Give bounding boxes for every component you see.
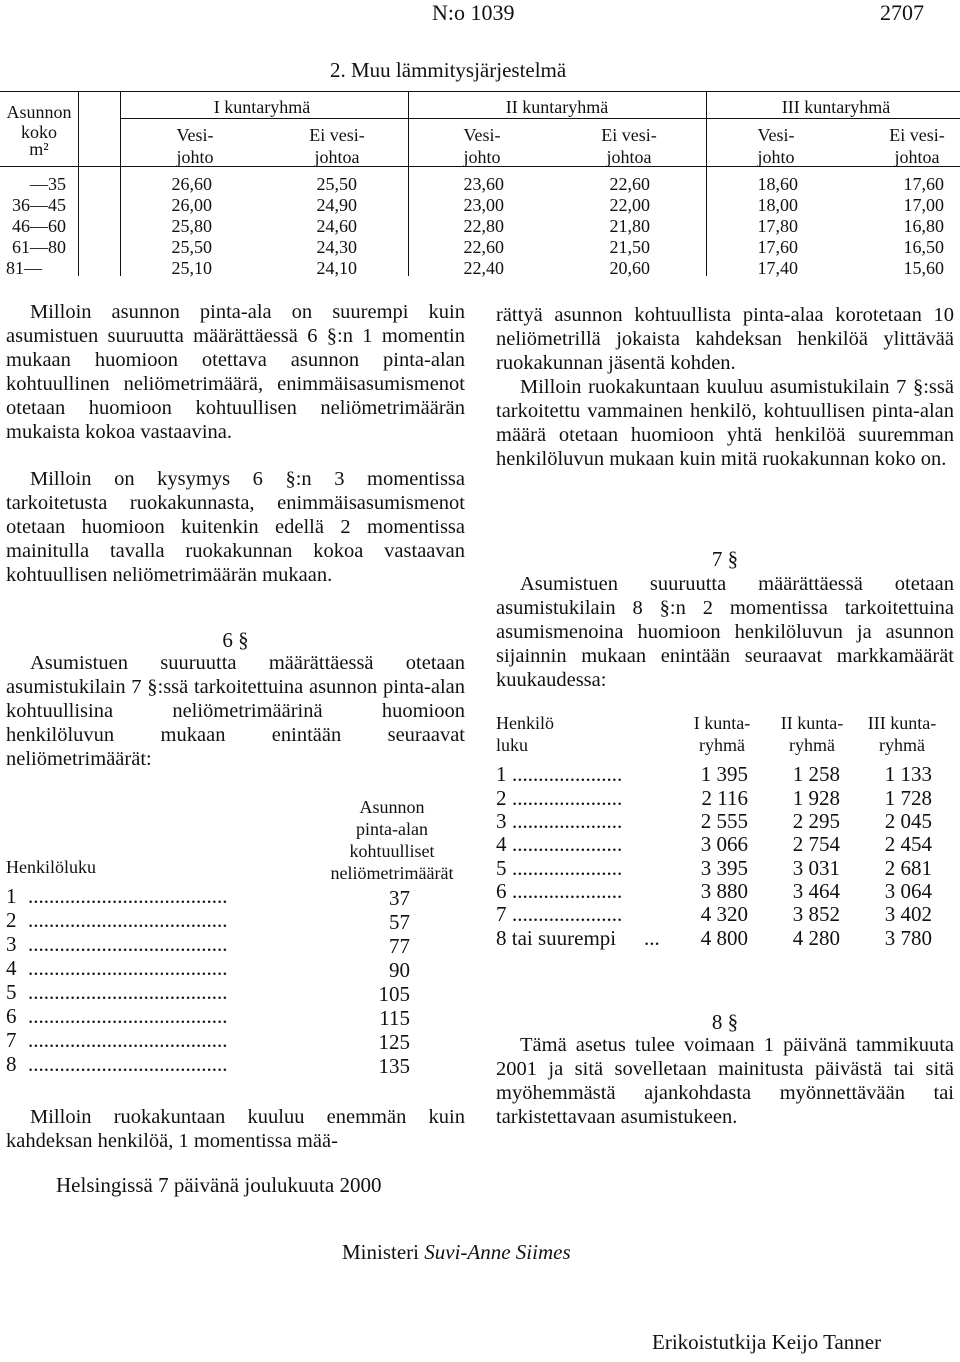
area-header-line: Asunnon (6, 102, 72, 122)
right-paragraph-3: Asumistuen suuruutta määrättäessä otetaan asumistukilain 8 §:n 2 momentissa tarkoitettuina asumismenoina huomioon henkilöluvun ja asunnon sijainnin mukaan enintään seuraavat markkamäärät kuukaudessa: (496, 573, 954, 691)
rent-table-value: 1 728 (884, 786, 932, 810)
table-cell: 17,80 (757, 216, 798, 236)
table-cell: 15,60 (903, 258, 944, 278)
rent-table-value: 3 880 (700, 879, 748, 903)
rent-table-head: II kunta- ryhmä (780, 713, 844, 755)
table-cell: 17,60 (903, 174, 944, 194)
rent-table-value: 2 754 (792, 832, 840, 856)
table-cell: 25,50 (316, 174, 357, 194)
table-divider (408, 91, 409, 276)
table-cell: 16,80 (903, 216, 944, 236)
rent-table-head: III kunta- ryhmä (867, 713, 937, 755)
group-header: III kuntaryhmä (781, 97, 891, 117)
area-table-value: 135 (378, 1054, 410, 1078)
area-label: 46—60 (12, 216, 66, 236)
left-paragraph-3: Asumistuen suuruutta määrättäessä otetaan asumistukilain 7 §:ssä tarkoitettuina asunnon pinta-alan kohtuullisina neliömetrimäärinä huomioon henkilöluvun mukaan enintään seuraavat neliömetrimäärät: (6, 652, 465, 770)
table-cell: 26,00 (171, 195, 212, 215)
rent-table-value: 1 928 (792, 786, 840, 810)
sub-header-water: Vesi- johto (463, 125, 501, 167)
area-label: —35 (30, 174, 66, 194)
rent-table-value: 1 258 (792, 762, 840, 786)
right-paragraph-4: Tämä asetus tulee voimaan 1 päivänä tammikuuta 2001 ja sitä sovelletaan mainitusta päivästä tai sitä myöhemmästä ajankohdasta myönnettävään tai tarkistettavaan asumistukeen. (496, 1034, 954, 1128)
rent-table-value: 1 133 (884, 762, 932, 786)
area-table-row: 3 ...................................... (6, 932, 228, 956)
minister-signature (342, 1240, 571, 1265)
area-table-value: 57 (389, 910, 410, 934)
right-paragraph-2: Milloin ruokakuntaan kuuluu asumistukilain 7 §:ssä tarkoitettu vammainen henkilö, kohtuullisen pinta-alan määrä otetaan huomioon yhtä henkilöä suuremman henkilöluvun mukaan kuin mitä ruokakunnan koko on. (496, 376, 954, 470)
document-number: N:o 1039 (432, 0, 515, 25)
table-divider (78, 91, 79, 276)
rent-table-head: Henkilö luku (496, 713, 554, 755)
table-cell: 25,80 (171, 216, 212, 236)
rent-table-head: I kunta- ryhmä (693, 713, 751, 755)
table-cell: 17,60 (757, 237, 798, 257)
place-date: Helsingissä 7 päivänä joulukuuta 2000 (56, 1173, 382, 1197)
table-cell: 24,60 (316, 216, 357, 236)
left-paragraph-1: Milloin asunnon pinta-ala on suurempi kuin asumistuen suuruutta määrättäessä 6 §:n 1 momentin mukaan huomioon otettava asunnon pinta-alan kohtuullinen neliömetrimäärä, enimmäisasumismenot otetaan huomioon kohtuullisen neliömetrimäärän mukaista kokoa vastaavina. (6, 301, 465, 443)
rent-table-value: 2 454 (884, 832, 932, 856)
table-rule (0, 91, 960, 92)
table-rule (0, 166, 960, 167)
area-table-row: 8 ...................................... (6, 1052, 228, 1076)
rent-table-value: 2 295 (792, 809, 840, 833)
area-table-head-left: Henkilöluku (6, 857, 96, 877)
table-divider (706, 91, 707, 276)
right-paragraph-1: rättyä asunnon kohtuullista pinta-alaa korotetaan 10 neliömetrillä jokaista kahdeksan henkilöä ylittävää ruokakunnan jäsentä kohden. (496, 304, 954, 374)
rent-table-value: 4 280 (792, 926, 840, 950)
table-cell: 16,50 (903, 237, 944, 257)
official-signature: Erikoistutkija Keijo Tanner (652, 1330, 882, 1354)
table-cell: 21,80 (609, 216, 650, 236)
area-label: 61—80 (12, 237, 66, 257)
table-cell: 20,60 (609, 258, 650, 278)
sub-header-no-water: Ei vesi- johtoa (889, 125, 945, 167)
group-header: I kuntaryhmä (213, 97, 311, 117)
minister-title: Ministeri (342, 1240, 419, 1264)
rent-table-value: 3 402 (884, 902, 932, 926)
rent-table-value: 3 395 (700, 856, 748, 880)
area-table-row: 4 ...................................... (6, 956, 228, 980)
table-cell: 18,00 (757, 195, 798, 215)
table-cell: 23,00 (463, 195, 504, 215)
rent-table-row: 7 ..................... (496, 902, 623, 926)
table-cell: 24,10 (316, 258, 357, 278)
section-7-heading: 7 § (711, 547, 739, 571)
section-6-heading: 6 § (222, 628, 249, 652)
table-cell: 21,50 (609, 237, 650, 257)
rent-table-row: 2 ..................... (496, 786, 623, 810)
area-label: 36—45 (12, 195, 66, 215)
area-table-value: 37 (389, 886, 410, 910)
table-divider (120, 91, 121, 276)
area-table-value: 77 (389, 934, 410, 958)
rent-table-row: 1 ..................... (496, 762, 623, 786)
table-cell: 24,90 (316, 195, 357, 215)
rent-table-row: 3 ..................... (496, 809, 623, 833)
rent-table-value: 1 395 (700, 762, 748, 786)
area-table-row: 6 ...................................... (6, 1004, 228, 1028)
rent-table-value: 3 852 (792, 902, 840, 926)
table-cell: 22,00 (609, 195, 650, 215)
area-table-value: 105 (378, 982, 410, 1006)
sub-header-no-water: Ei vesi- johtoa (309, 125, 365, 167)
table-cell: 18,60 (757, 174, 798, 194)
area-table-value: 90 (389, 958, 410, 982)
table-cell: 22,60 (463, 237, 504, 257)
rent-table-value: 3 464 (792, 879, 840, 903)
sub-header-no-water: Ei vesi- johtoa (601, 125, 657, 167)
table-cell: 25,10 (171, 258, 212, 278)
area-table-value: 125 (378, 1030, 410, 1054)
table-caption: 2. Muu lämmitysjärjestelmä (330, 58, 567, 82)
table-rule (120, 118, 960, 119)
rent-table-value: 2 116 (701, 786, 748, 810)
rent-table-value: 4 320 (700, 902, 748, 926)
table-cell: 22,40 (463, 258, 504, 278)
rent-table-row: 6 ..................... (496, 879, 623, 903)
rent-table-value: 3 066 (700, 832, 748, 856)
rent-table-value: 2 045 (884, 809, 932, 833)
minister-name: Suvi-Anne Siimes (424, 1240, 571, 1264)
table-cell: 25,50 (171, 237, 212, 257)
rent-table-row: 5 ..................... (496, 856, 623, 880)
area-table-value: 115 (379, 1006, 410, 1030)
left-paragraph-4: Milloin ruokakuntaan kuuluu enemmän kuin kahdeksan henkilöä, 1 momentissa mää- (6, 1106, 465, 1152)
table-cell: 23,60 (463, 174, 504, 194)
rent-table-value: 2 555 (700, 809, 748, 833)
rent-table-row: 8 tai suurempi ... (496, 926, 660, 950)
page-number: 2707 (880, 0, 924, 25)
area-table-head-right: Asunnon pinta-alan kohtuulliset neliömetrimäärät (330, 797, 454, 883)
table-cell: 17,00 (903, 195, 944, 215)
table-cell: 22,60 (609, 174, 650, 194)
section-8-heading: 8 § (711, 1010, 739, 1034)
table-cell: 17,40 (757, 258, 798, 278)
rent-table-value: 3 064 (884, 879, 932, 903)
area-header-line: koko (21, 122, 57, 142)
rent-table-value: 3 780 (884, 926, 932, 950)
rent-table-value: 4 800 (700, 926, 748, 950)
table-cell: 22,80 (463, 216, 504, 236)
group-header: II kuntaryhmä (505, 97, 609, 117)
left-paragraph-2: Milloin on kysymys 6 §:n 3 momentissa tarkoitetusta ruokakunnasta, enimmäisasumismenot otetaan huomioon kuitenkin edellä 2 momentissa mainitulla tavalla ruokakunnan kokoa vastaavan kohtuullisen neliömetrimäärän mukaan. (6, 468, 465, 586)
rent-table-row: 4 ..................... (496, 832, 623, 856)
area-table-row: 1 ...................................... (6, 884, 228, 908)
sub-header-water: Vesi- johto (757, 125, 795, 167)
rent-table-value: 3 031 (792, 856, 840, 880)
area-header-line: m² (29, 139, 49, 159)
area-table-row: 5 ...................................... (6, 980, 228, 1004)
area-label: 81— (6, 258, 42, 278)
table-cell: 24,30 (316, 237, 357, 257)
sub-header-water: Vesi- johto (176, 125, 214, 167)
rent-table-value: 2 681 (884, 856, 932, 880)
area-table-row: 7 ...................................... (6, 1028, 228, 1052)
area-table-row: 2 ...................................... (6, 908, 228, 932)
table-cell: 26,60 (171, 174, 212, 194)
